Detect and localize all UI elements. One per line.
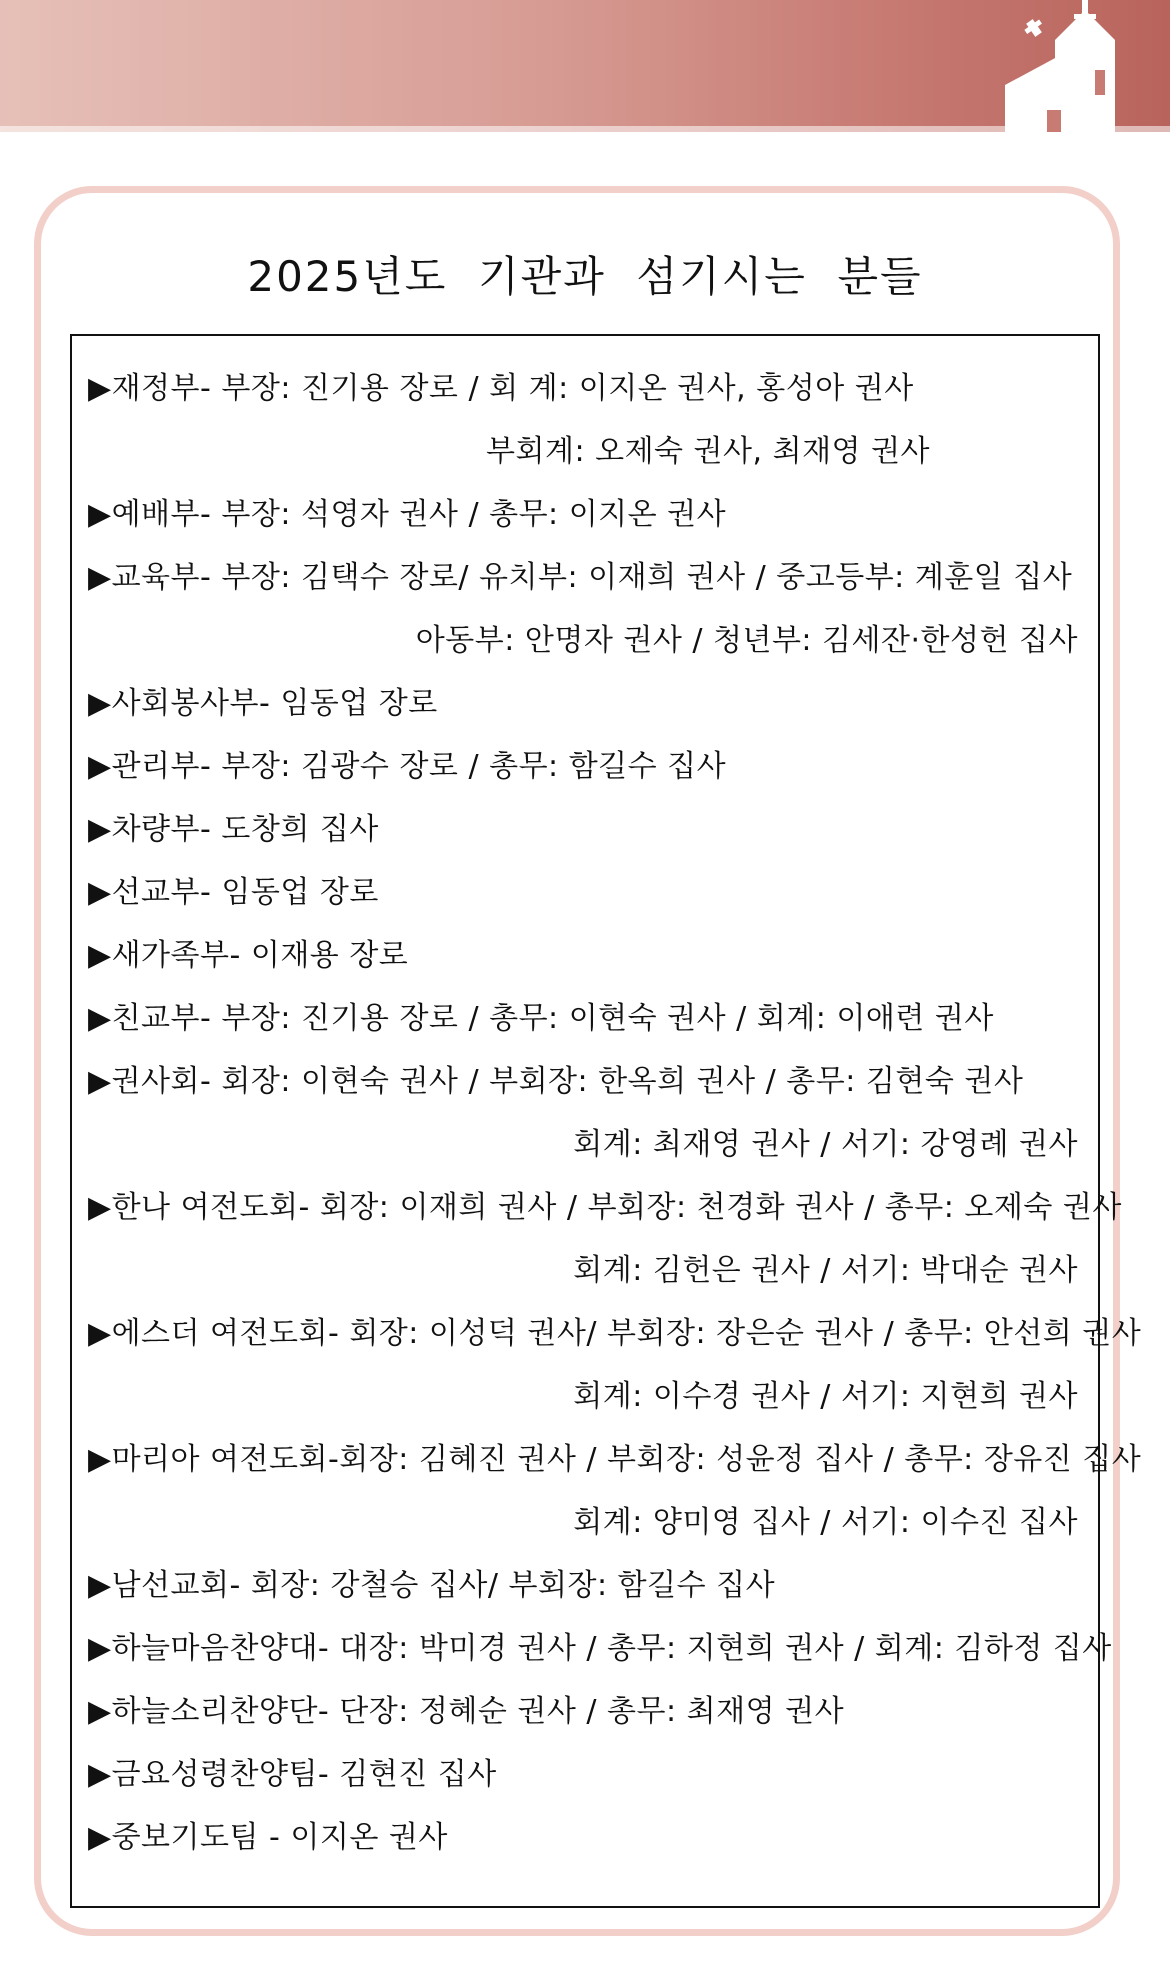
list-item: ▶예배부- 부장: 석영자 권사 / 총무: 이지온 권사 xyxy=(88,497,727,532)
list-item: ▶권사회- 회장: 이현숙 권사 / 부회장: 한옥희 권사 / 총무: 김현숙 권사 xyxy=(88,1064,1024,1099)
header-band xyxy=(0,0,1170,132)
list-item: ▶재정부- 부장: 진기용 장로 / 회 계: 이지온 권사, 홍성아 권사 xyxy=(88,371,914,406)
list-item-continuation: 회계: 김헌은 권사 / 서기: 박대순 권사 xyxy=(573,1253,1078,1288)
list-item: ▶친교부- 부장: 진기용 장로 / 총무: 이현숙 권사 / 회계: 이애련 권사 xyxy=(88,1001,994,1036)
list-item: ▶한나 여전도회- 회장: 이재희 권사 / 부회장: 천경화 권사 / 총무: 오제숙 권사 xyxy=(88,1190,1122,1225)
list-item-continuation: 부회계: 오제숙 권사, 최재영 권사 xyxy=(486,434,931,469)
list-item: ▶차량부- 도창희 집사 xyxy=(88,812,379,847)
list-item: ▶하늘소리찬양단- 단장: 정혜순 권사 / 총무: 최재영 권사 xyxy=(88,1694,845,1729)
list-item: ▶하늘마음찬양대- 대장: 박미경 권사 / 총무: 지현희 권사 / 회계: 김하정 집사 xyxy=(88,1631,1112,1666)
entries-list xyxy=(88,357,1142,1869)
list-item: ▶에스더 여전도회- 회장: 이성덕 권사/ 부회장: 장은순 권사 / 총무: 안선희 권사 xyxy=(88,1316,1142,1351)
list-item: ▶중보기도팀 - 이지온 권사 xyxy=(88,1820,448,1855)
list-item: ▶금요성령찬양팀- 김현진 집사 xyxy=(88,1757,497,1792)
church-icon xyxy=(1000,0,1170,132)
list-item: ▶선교부- 임동업 장로 xyxy=(88,875,379,910)
list-item-continuation: 회계: 최재영 권사 / 서기: 강영례 권사 xyxy=(573,1127,1078,1162)
list-item: ▶새가족부- 이재용 장로 xyxy=(88,938,409,973)
list-item-continuation: 회계: 양미영 집사 / 서기: 이수진 집사 xyxy=(573,1505,1078,1540)
list-item-continuation: 아동부: 안명자 권사 / 청년부: 김세잔·한성헌 집사 xyxy=(415,623,1078,658)
list-item: ▶관리부- 부장: 김광수 장로 / 총무: 함길수 집사 xyxy=(88,749,727,784)
list-item-continuation: 회계: 이수경 권사 / 서기: 지현희 권사 xyxy=(573,1379,1078,1414)
page-title: 2025년도 기관과 섬기시는 분들 xyxy=(247,252,923,301)
list-item: ▶마리아 여전도회-회장: 김혜진 권사 / 부회장: 성윤정 집사 / 총무: 장유진 집사 xyxy=(88,1442,1142,1477)
list-item: ▶남선교회- 회장: 강철승 집사/ 부회장: 함길수 집사 xyxy=(88,1568,776,1603)
list-item: ▶교육부- 부장: 김택수 장로/ 유치부: 이재희 권사 / 중고등부: 계훈일 집사 xyxy=(88,560,1073,595)
list-item: ▶사회봉사부- 임동업 장로 xyxy=(88,686,438,721)
